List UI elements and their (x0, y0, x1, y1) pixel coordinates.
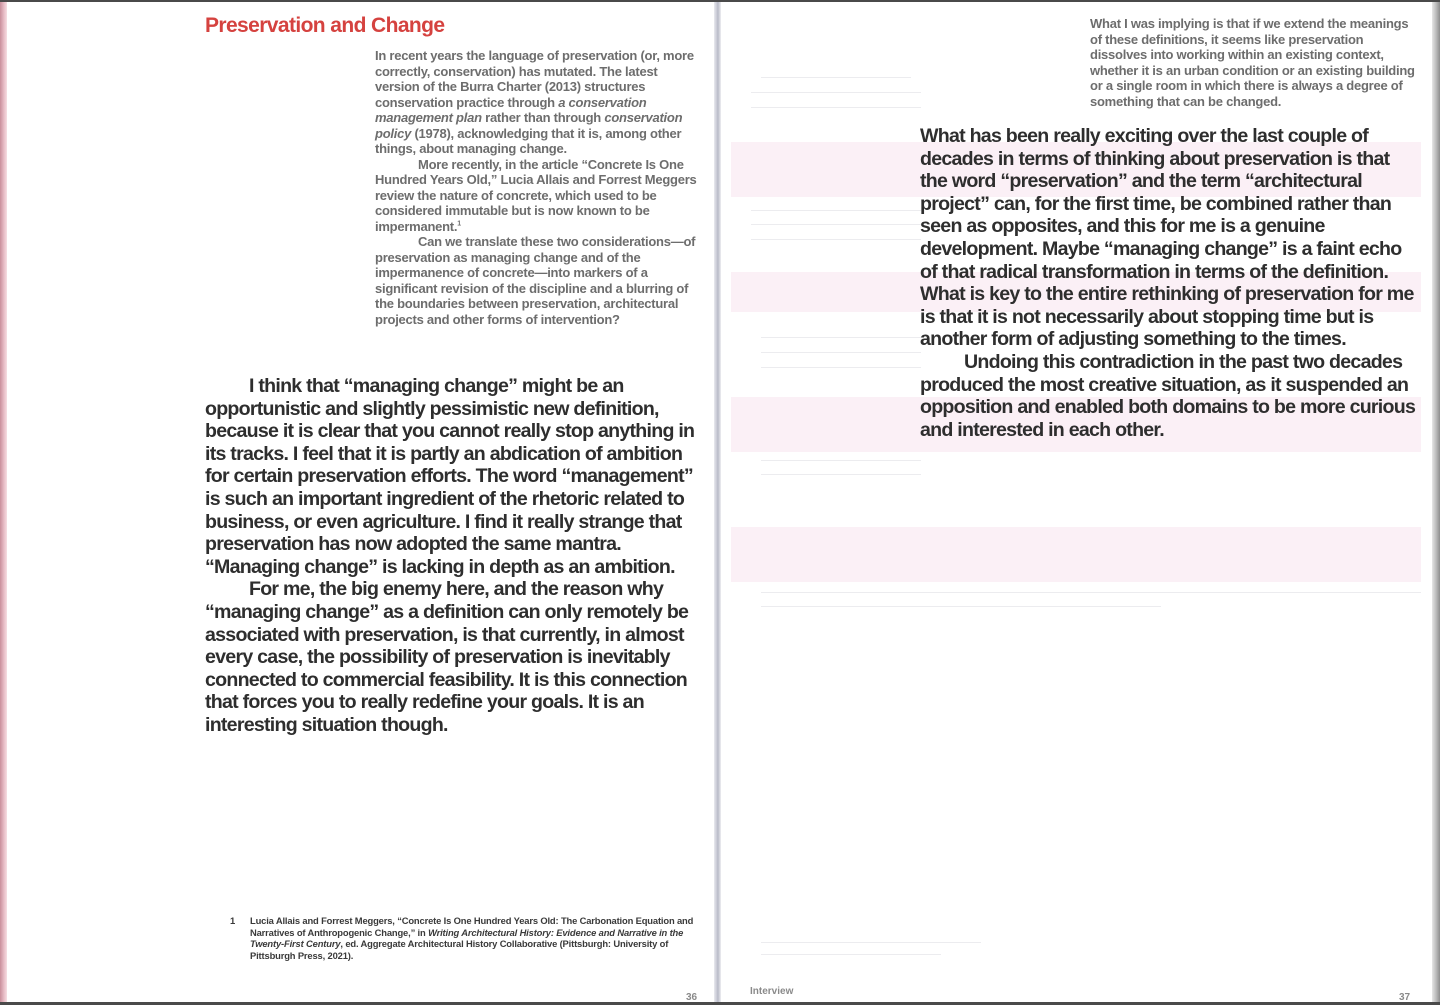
interviewee-answer-right (920, 125, 1416, 441)
right-page (721, 2, 1440, 1002)
intro-paragraph-3: Can we translate these two considerations—of preservation as managing change and of the impermanence of concrete—into markers of a significant revision of the discipline and a blurring of the boundaries between preservation, architectural projects and other forms of intervention? (375, 234, 696, 327)
show-through-line (761, 592, 1421, 593)
show-through-line (751, 239, 921, 240)
show-through-line (761, 77, 911, 78)
interviewer-question-left (375, 48, 700, 327)
show-through-line (761, 954, 941, 955)
intro-paragraph-1: In recent years the language of preservation (or, more correctly, conservation) has mutated. The latest version of the Burra Charter (2013) structures conservation practice through a conservation management plan rather than through conservation policy (1978), acknowledging that it is, among other things, about managing change. (375, 48, 694, 156)
footnote-book-title: Writing Architectural History: Evidence and Narrative in the Twenty-First Century (250, 926, 684, 950)
page-edge-left (0, 2, 7, 1002)
answer-paragraph-1: What has been really exciting over the last couple of decades in terms of thinking about preservation is that the word “preservation” and the term “architectural project” can, for the first time, be combined rather than seen as opposites, and this for me is a genuine development. Maybe “managing change” is a faint echo of that radical transformation in terms of the definition. What is key to the entire rethinking of preservation for me is that it is not necessarily about stopping time but is another form of adjusting something to the times. (920, 125, 1414, 351)
book-spine (714, 2, 721, 1002)
footnote-text: Lucia Allais and Forrest Meggers, “Concrete Is One Hundred Years Old: The Carbonation Equation and Narratives of Anthropogenic Change,” in Writing Architectural History: Evidence and Narrative in the Twenty-First Century, ed. Aggregate Architectural History Collaborative (Pittsburgh: University of Pittsburgh Press, 2021). (250, 915, 694, 961)
page-number-right: 37 (1399, 992, 1411, 1003)
show-through-line (751, 224, 921, 225)
show-through-line (751, 107, 921, 108)
show-through-line (761, 606, 1161, 607)
show-through-line (761, 460, 921, 461)
left-page (0, 2, 716, 1002)
page-number-left: 36 (686, 992, 698, 1003)
show-through-line (761, 942, 981, 943)
emphasis-conservation-policy: conservation policy (375, 110, 683, 141)
show-through-line (761, 367, 921, 368)
show-through-line (751, 92, 921, 93)
intro-paragraph-2: More recently, in the article “Concrete Is One Hundred Years Old,” Lucia Allais and Forrest Meggers review the nature of concrete, which used to be considered immutable but is now known to be impermanent.$^1$ (375, 156, 697, 234)
page-edge-right (1432, 2, 1440, 1002)
show-through-line (761, 474, 921, 475)
footnote-number: 1 (230, 915, 236, 926)
footnote (230, 915, 700, 961)
emphasis-conservation-management-plan: a conservation management plan (375, 94, 647, 125)
article-title: Preservation and Change (205, 14, 445, 37)
interviewee-answer-left (205, 375, 701, 737)
show-through-line (761, 352, 921, 353)
show-through-line (761, 337, 921, 338)
show-through-band (731, 527, 1421, 582)
show-through-line (751, 210, 921, 211)
answer-paragraph-1: I think that “managing change” might be an opportunistic and slightly pessimistic new definition, because it is clear that you cannot really stop anything in its tracks. I feel that it is partly an abdication of ambition for certain preservation efforts. The word “management” is such an important ingredient of the rhetoric related to business, or even agriculture. I find it really strange that preservation has now adopted the same mantra. “Managing change” is lacking in depth as an ambition. (205, 375, 695, 578)
answer-paragraph-2: For me, the big enemy here, and the reason why “managing change” as a definition can only remotely be associated with preservation, is that currently, in almost every case, the possibility of preservation is inevitably connected to commercial feasibility. It is this connection that forces you to really redefine your goals. It is an interesting situation though. (205, 578, 689, 736)
answer-paragraph-2: Undoing this contradiction in the past two decades produced the most creative situation, as it suspended an opposition and enabled both domains to be more curious and interested in each other. (920, 350, 1416, 441)
running-head: Interview (750, 986, 794, 997)
interviewer-question-right (1090, 16, 1420, 109)
question-paragraph: What I was implying is that if we extend the meanings of these definitions, it seems like preservation dissolves into working within an existing context, whether it is an urban condition or an existing building or a single room in which there is always a degree of something that can be changed. (1090, 16, 1415, 109)
footnote-reference[interactable]: 1 (457, 220, 461, 228)
